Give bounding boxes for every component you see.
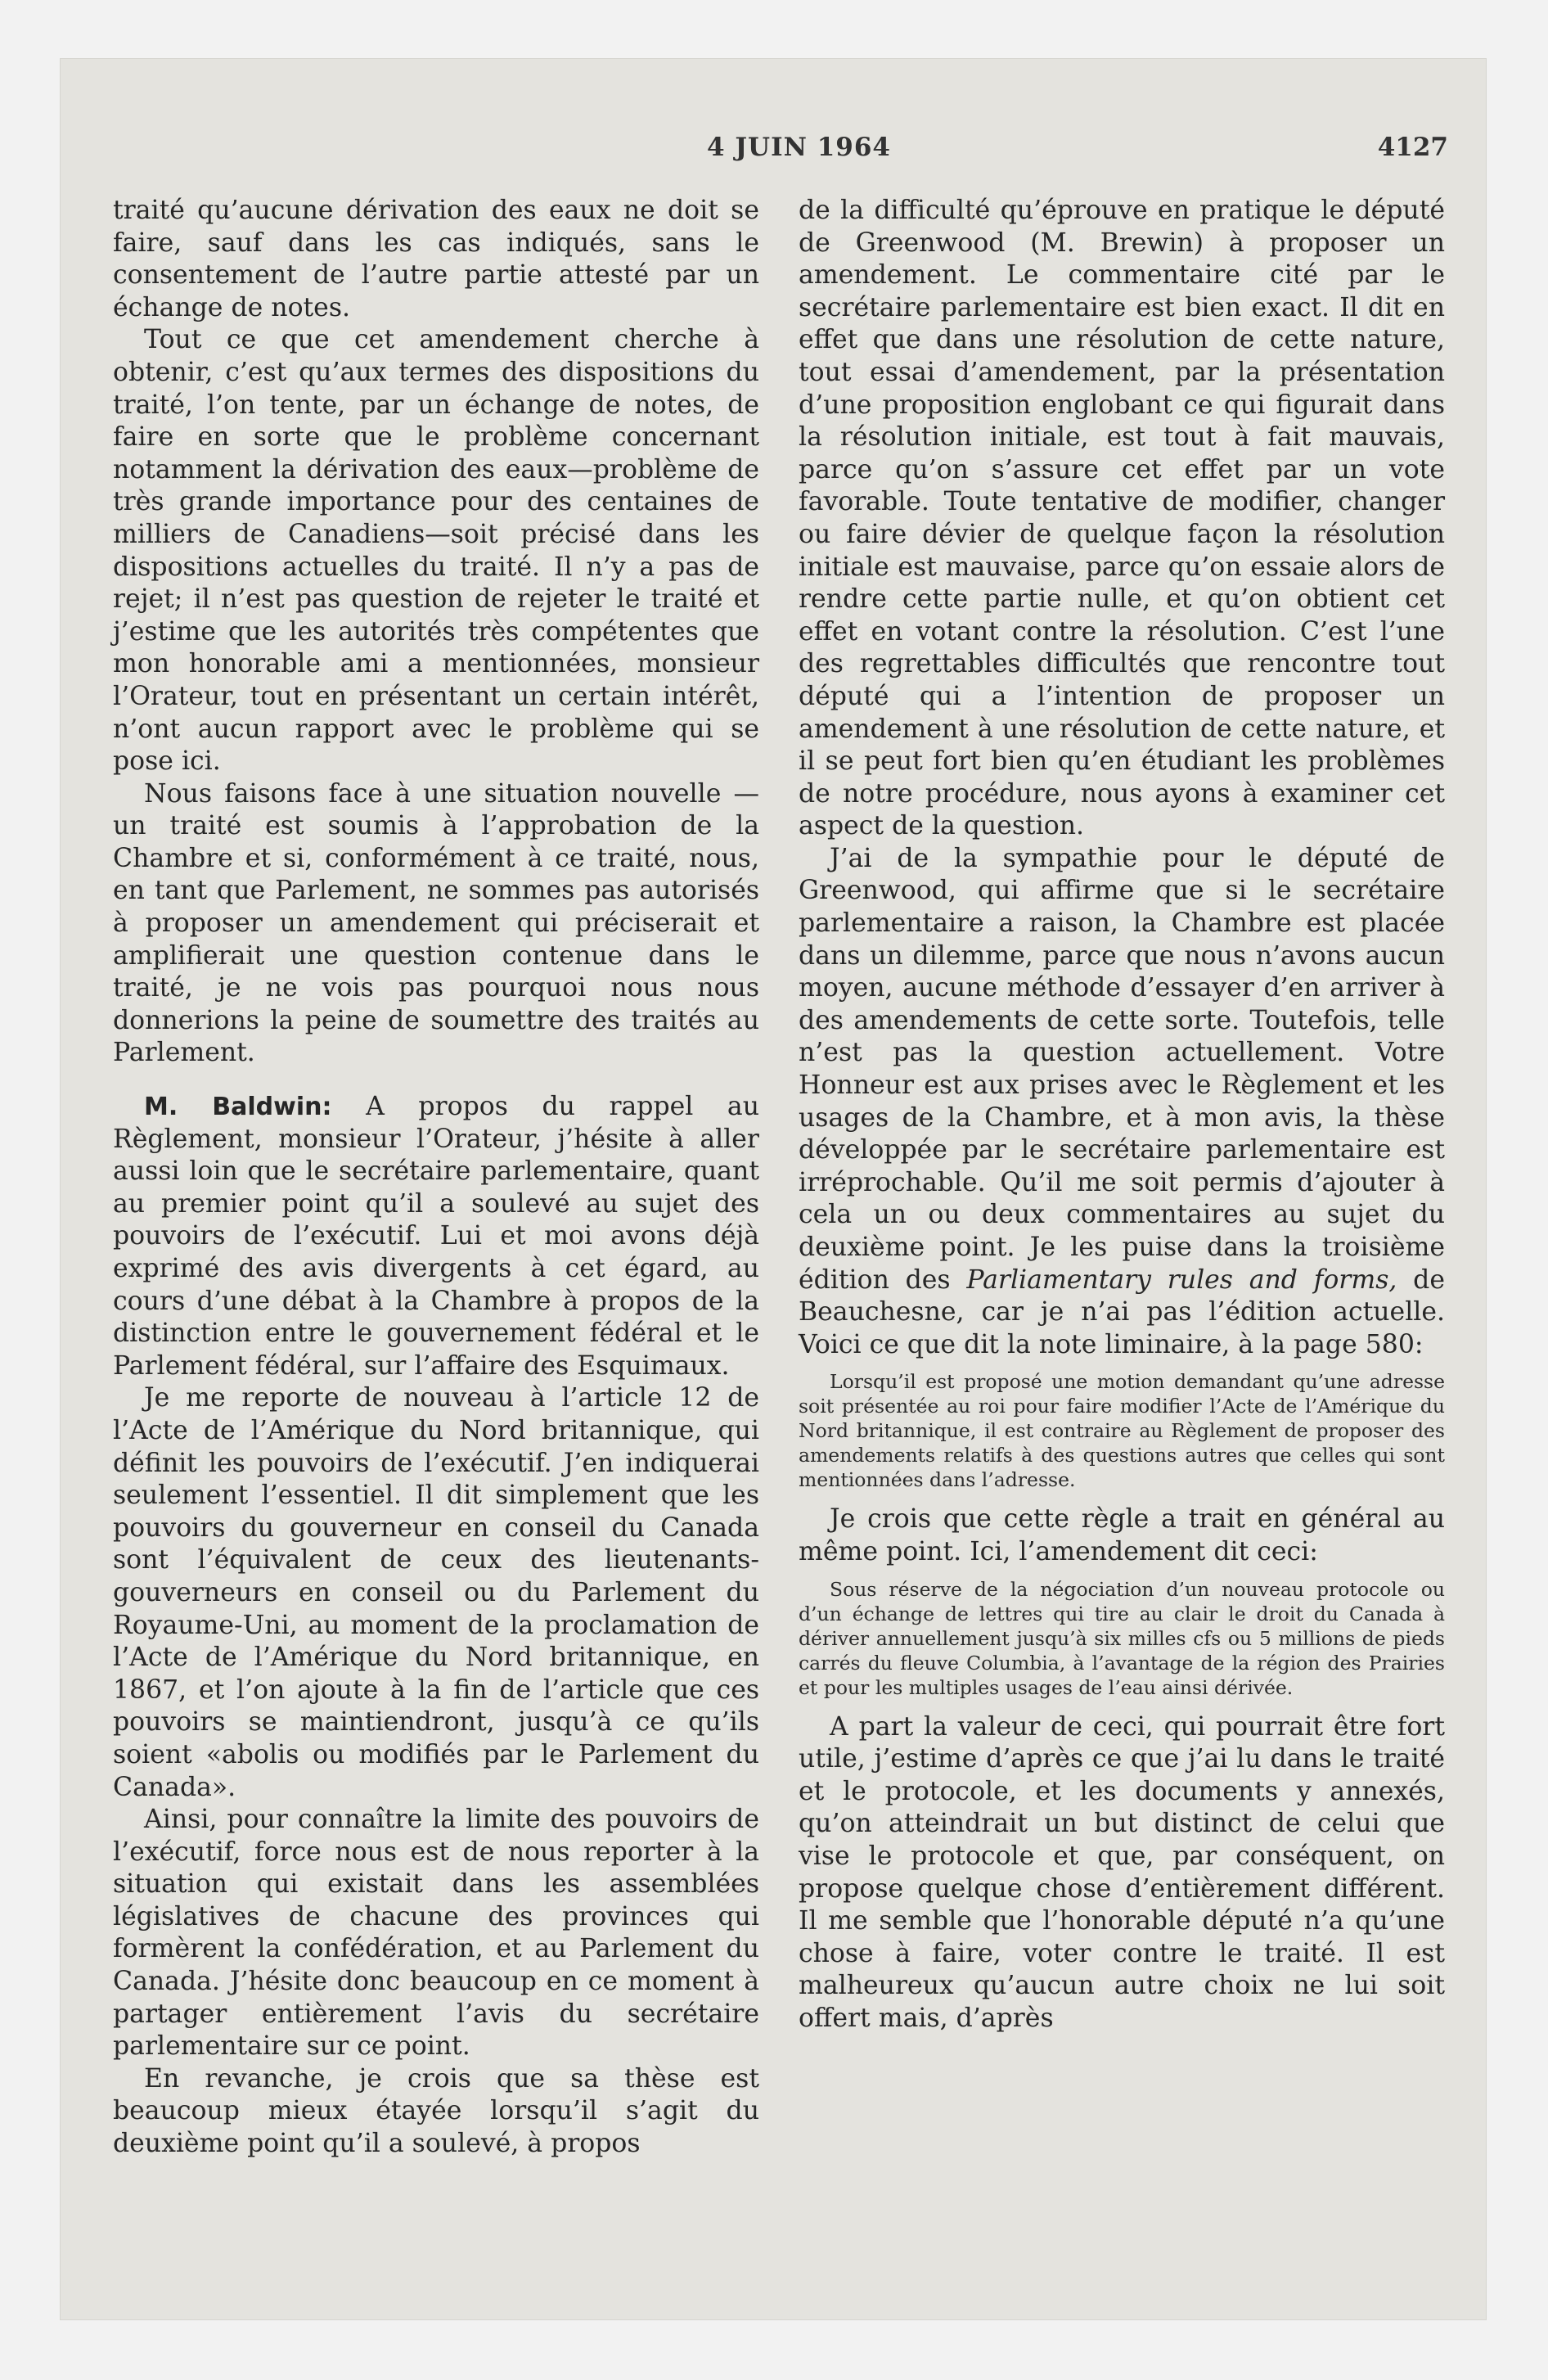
paragraph-text: J’ai de la sympathie pour le député de Greenwood, qui affirme que si le secrétaire parlementaire a raison, la Chambre est placée dans un dilemme, parce que nous n’avons aucun moyen, aucune méthode d’essayer d’en arriver à des amendements de cette sorte. Toutefois, telle n’est pas la question actuellement. Votre Honneur est aux prises avec le Règlement et les usages de la Chambre, et à mon avis, la thèse développée par le secrétaire parlementaire est irréprochable. Qu’il me soit permis d’ajouter à cela un ou deux commentaires au sujet du deuxième point. Je les puise dans la troisième édition des [799, 843, 1445, 1295]
paragraph: traité qu’aucune dérivation des eaux ne doit se faire, sauf dans les cas indiqués, sans le consentement de l’autre partie attesté par un échange de notes. [113, 196, 759, 322]
speech-paragraph [113, 1091, 759, 1382]
paragraph: de la difficulté qu’éprouve en pratique le député de Greenwood (M. Brewin) à proposer un amendement. Le commentaire cité par le secrétaire parlementaire est bien exact. Il dit en effet que dans une résolution de cette nature, tout essai d’amendement, par la présentation d’une proposition englobant ce qui figurait dans la résolution initiale, est tout à fait mauvais, parce qu’on s’assure cet effet par un vote favorable. Toute tentative de modifier, changer ou faire dévier de quelque façon la résolution initiale est mauvaise, parce qu’on essaie alors de rendre cette partie nulle, et qu’on obtient cet effet en votant contre la résolution. C’est l’une des regrettables difficultés que rencontre tout député qui a l’intention de proposer un amendement à une résolution de cette nature, et il se peut fort bien qu’en étudiant les problèmes de notre procédure, nous ayons à examiner cet aspect de la question. [799, 196, 1445, 841]
block-quote: Lorsqu’il est proposé une motion demandant qu’une adresse soit présentée au roi pour faire modifier l’Acte de l’Amérique du Nord britannique, il est contraire au Règlement de proposer des amendements relatifs à des questions autres que celles qui sont mentionnées dans l’adresse. [799, 1370, 1445, 1492]
paragraph: En revanche, je crois que sa thèse est beaucoup mieux étayée lorsqu’il s’agit du deuxième point qu’il a soulevé, à propos [113, 2063, 759, 2159]
paragraph [799, 843, 1445, 1362]
paragraph: A part la valeur de ceci, qui pourrait être fort utile, j’estime d’après ce que j’ai lu dans le traité et le protocole, et les documents y annexés, qu’on atteindrait un but distinct de celui que vise le protocole et que, par conséquent, on propose quelque chose d’entièrement différent. Il me semble que l’honorable député n’a qu’une chose à faire, voter contre le traité. Il est malheureux qu’aucun autre choix ne lui soit offert mais, d’après [799, 1711, 1445, 2033]
paragraph: Je me reporte de nouveau à l’article 12 de l’Acte de l’Amérique du Nord britannique, qui définit les pouvoirs de l’exécutif. J’en indiquerai seulement l’essentiel. Il dit simplement que les pouvoirs du gouverneur en conseil du Canada sont l’équivalent de ceux des lieutenants-gouverneurs en conseil ou du Parlement du Royaume-Uni, au moment de la proclamation de l’Acte de l’Amérique du Nord britannique, en 1867, et l’on ajoute à la fin de l’article que ces pouvoirs se maintiendront, jusqu’à ce qu’ils soient «abolis ou modifiés par le Parlement du Canada». [113, 1383, 759, 1802]
left-column [113, 195, 759, 2161]
book-title: Parliamentary rules and forms, [966, 1264, 1397, 1295]
page-sheet [61, 59, 1486, 2319]
paragraph-text: de Beauchesne, car je n’ai pas l’édition actuelle. Voici ce que dit la note liminaire, à la page 580: [799, 1264, 1445, 1359]
speaker-name: M. Baldwin: [144, 1093, 332, 1122]
paragraph: Nous faisons face à une situation nouvelle —un traité est soumis à l’approbation de la Chambre et si, conformément à ce traité, nous, en tant que Parlement, ne sommes pas autorisés à proposer un amendement qui préciserait et amplifierait une question contenue dans le traité, je ne vois pas pourquoi nous nous donnerions la peine de soumettre des traités au Parlement. [113, 778, 759, 1068]
speech-text: A propos du rappel au Règlement, monsieur l’Orateur, j’hésite à aller aussi loin que le secrétaire parlementaire, quant au premier point qu’il a soulevé au sujet des pouvoirs de l’exécutif. Lui et moi avons déjà exprimé des avis divergents à cet égard, au cours d’une débat à la Chambre à propos de la distinction entre le gouvernement fédéral et le Parlement fédéral, sur l’affaire des Esquimaux. [113, 1092, 759, 1381]
block-quote: Sous réserve de la négociation d’un nouveau protocole ou d’un échange de lettres qui tire au clair le droit du Canada à dériver annuellement jusqu’à six milles cfs ou 5 millions de pieds carrés du fleuve Columbia, à l’avantage de la région des Prairies et pour les multiples usages de l’eau ainsi dérivée. [799, 1577, 1445, 1699]
page-number: 4127 [1377, 133, 1448, 162]
header-date: 4 JUIN 1964 [707, 133, 891, 162]
right-column [799, 195, 1445, 2035]
page-header [61, 128, 1486, 177]
paragraph: Je crois que cette règle a trait en général au même point. Ici, l’amendement dit ceci: [799, 1504, 1445, 1566]
paragraph: Ainsi, pour connaître la limite des pouvoirs de l’exécutif, force nous est de nous reporter à la situation qui existait dans les assemblées législatives de chacune des provinces qui formèrent la confédération, et au Parlement du Canada. J’hésite donc beaucoup en ce moment à partager entièrement l’avis du secrétaire parlementaire sur ce point. [113, 1805, 759, 2062]
paragraph: Tout ce que cet amendement cherche à obtenir, c’est qu’aux termes des dispositions du traité, l’on tente, par un échange de notes, de faire en sorte que le problème concernant notamment la dérivation des eaux—problème de très grande importance pour des centaines de milliers de Canadiens—soit précisé dans les dispositions actuelles du traité. Il n’y a pas de rejet; il n’est pas question de rejeter le traité et j’estime que les autorités très compétentes que mon honorable ami a mentionnées, monsieur l’Orateur, tout en présentant un certain intérêt, n’ont aucun rapport avec le problème qui se pose ici. [113, 325, 759, 777]
